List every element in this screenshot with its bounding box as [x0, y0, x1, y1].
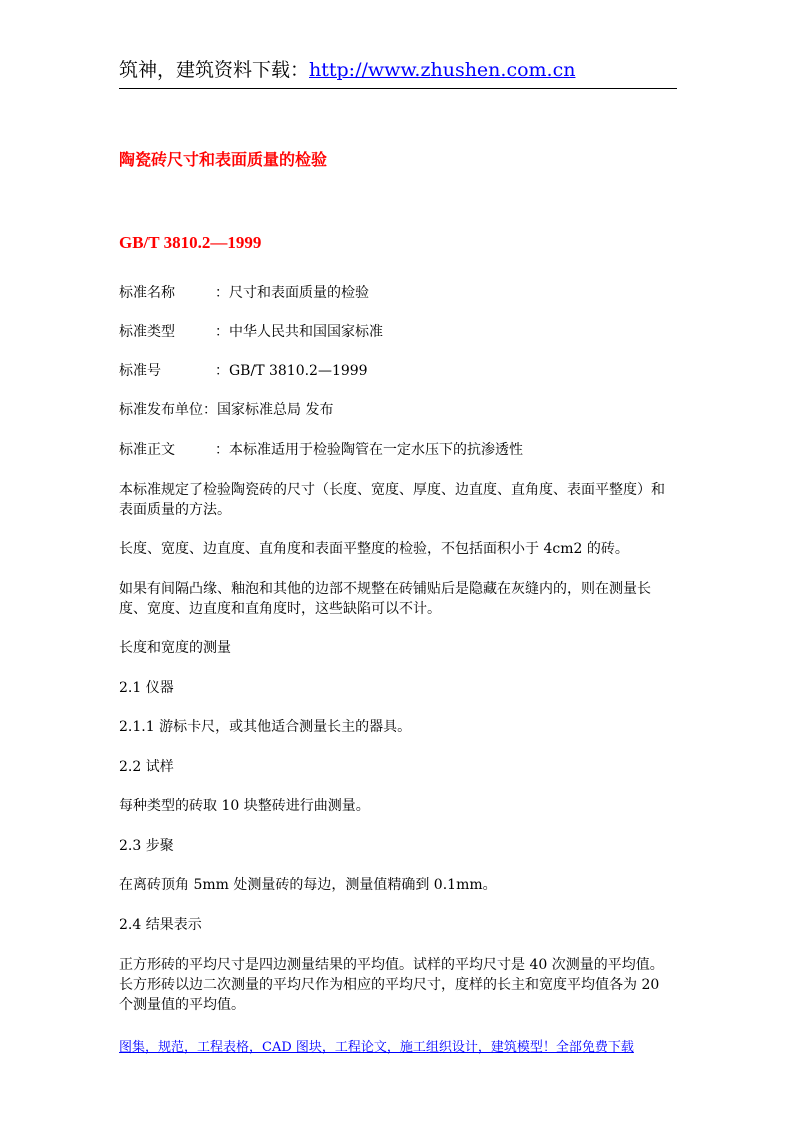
header-url-link[interactable]: http://www.zhushen.com.cn	[309, 59, 576, 81]
meta-label: 标准类型	[119, 324, 175, 340]
subsection-2-1: 2.1 仪器	[119, 680, 174, 696]
meta-value: ：GB/T 3810.2—1999	[215, 363, 368, 379]
section-heading: 长度和宽度的测量	[119, 640, 231, 656]
subsection-2-4-text: 正方形砖的平均尺寸是四边测量结果的平均值。试样的平均尺寸是 40 次测量的平均值。长方形砖以边二次测量的平均尺作为相应的平均尺寸，度样的长主和宽度平均值各为 20 个测量值的平均值。	[119, 957, 664, 1013]
meta-row-text	[119, 440, 523, 460]
meta-row-issuer	[119, 400, 333, 420]
meta-label: 标准发布单位：	[119, 402, 217, 418]
meta-row-type	[119, 322, 383, 342]
page-header	[119, 56, 677, 89]
paragraph-exclusion: 长度、宽度、边直度、直角度和表面平整度的检验，不包括面积小于 4cm2 的砖。	[119, 541, 629, 557]
meta-value: ：本标准适用于检验陶管在一定水压下的抗渗透性	[215, 442, 523, 458]
paragraph-scope: 本标准规定了检验陶瓷砖的尺寸（长度、宽度、厚度、边直度、直角度、表面平整度）和表面质量的方法。	[119, 482, 665, 518]
subsection-2-2: 2.2 试样	[119, 759, 174, 775]
header-site-text: 筑神，建筑资料下载：	[119, 59, 310, 81]
standard-code: GB/T 3810.2—1999	[119, 233, 262, 252]
subsection-2-4: 2.4 结果表示	[119, 917, 202, 933]
document-title: 陶瓷砖尺寸和表面质量的检验	[119, 150, 328, 169]
footer-download-link[interactable]: 图集，规范，工程表格，CAD 图块，工程论文，施工组织设计，建筑模型！全部免费下载	[119, 1040, 634, 1055]
meta-value: ：尺寸和表面质量的检验	[215, 285, 369, 301]
subsection-2-2-text: 每种类型的砖取 10 块整砖进行曲测量。	[119, 798, 370, 814]
meta-row-name	[119, 283, 369, 303]
meta-label: 标准名称	[119, 285, 175, 301]
subsection-2-3: 2.3 步聚	[119, 838, 174, 854]
meta-row-number	[119, 361, 368, 381]
paragraph-defects: 如果有间隔凸缘、釉泡和其他的边部不规整在砖铺贴后是隐藏在灰缝内的，则在测量长度、宽度、边直度和直角度时，这些缺陷可以不计。	[119, 581, 651, 617]
subsection-2-3-text: 在离砖顶角 5mm 处测量砖的每边，测量值精确到 0.1mm。	[119, 877, 497, 893]
subsection-2-1-1: 2.1.1 游标卡尺，或其他适合测量长主的器具。	[119, 719, 412, 735]
meta-value: 国家标准总局 发布	[217, 402, 334, 418]
meta-label: 标准号	[119, 363, 161, 379]
meta-value: ：中华人民共和国国家标准	[215, 324, 383, 340]
meta-label: 标准正文	[119, 442, 175, 458]
